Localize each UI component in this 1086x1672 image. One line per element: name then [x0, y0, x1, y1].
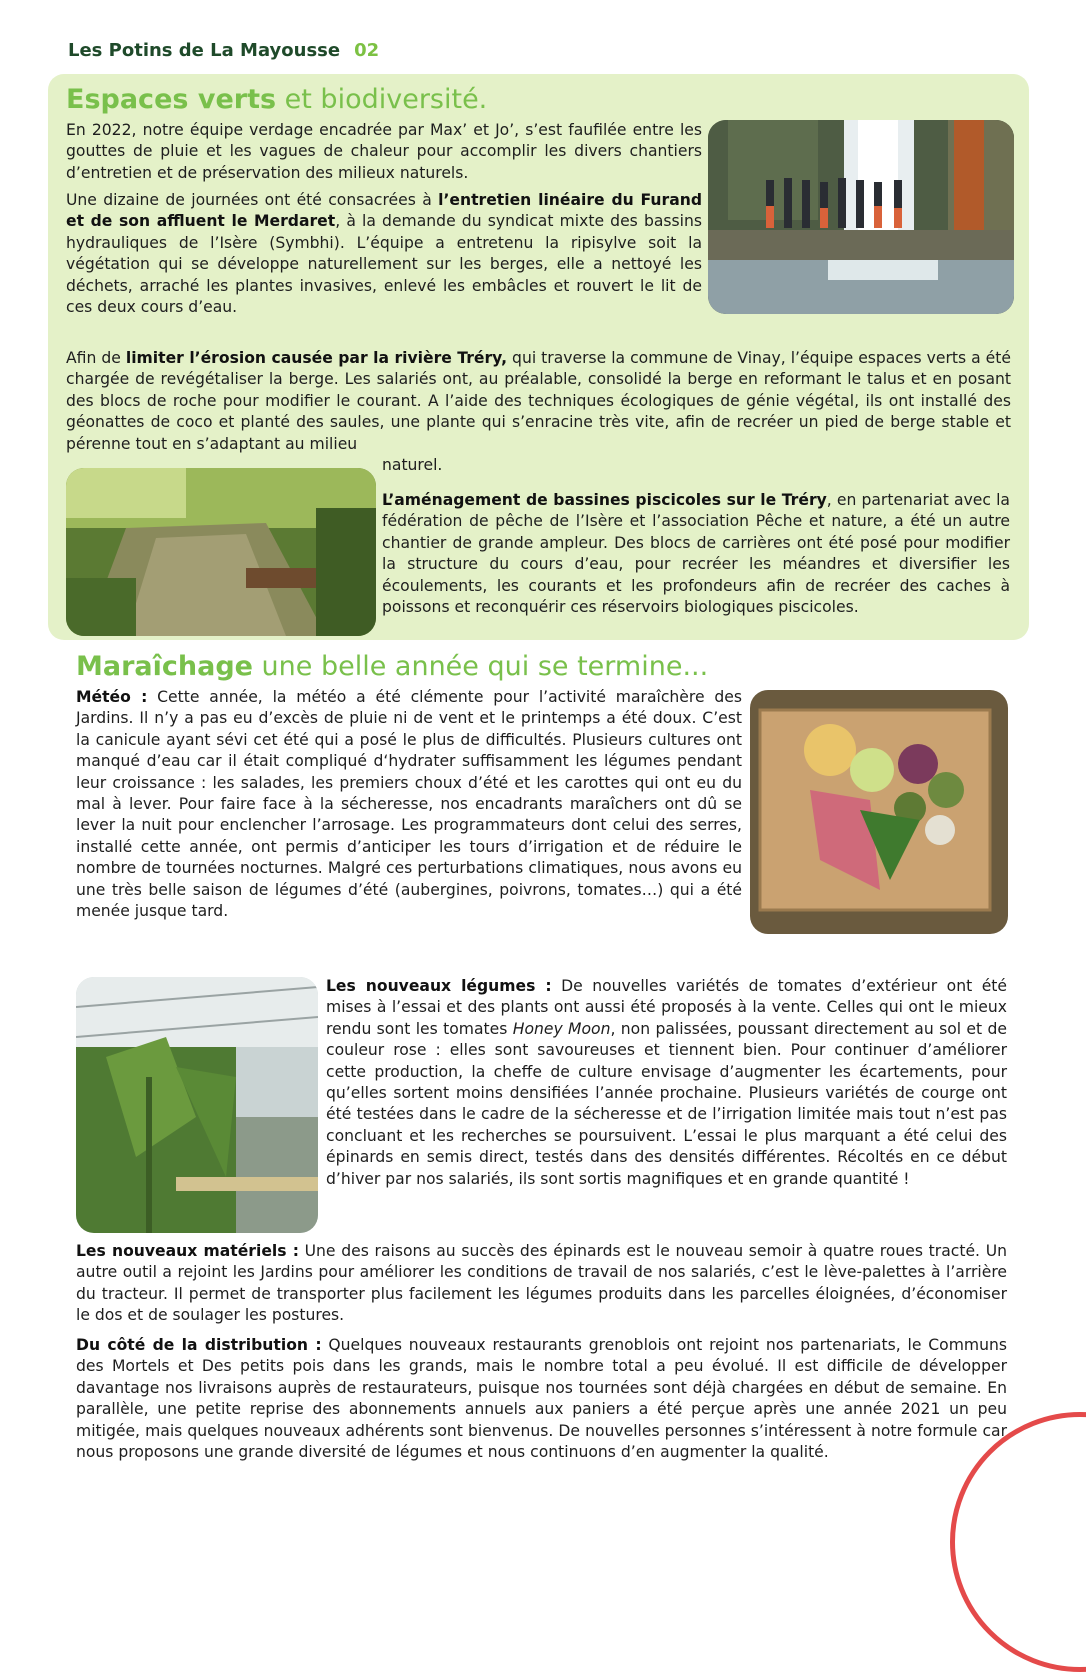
- nouveaux-materiels-paragraph: [76, 1241, 1007, 1327]
- text-run: Une des raisons au succès des épinards est le nouveau semoir à quatre roues tracté. Un autre outil a rejoint les Jardins pour améliorer les conditions de travail de nos salariés, c’est le lève-palettes à l’arrière du tracteur. Il permet de transporter plus facilement les légumes produits dans les parcelles éloignées, d’économiser le dos et de soulager les postures.: [76, 1242, 1007, 1325]
- page-header: [68, 40, 379, 61]
- text-run: , à la demande du syndicat mixte des bassins hydrauliques de l’Isère (Symbhi). L’équipe a entretenu la ripisylve soit la végétation qui se développe naturellement sur les berges, elle a nettoyé les déchets, arraché les plantes invasives, enlevé les embâcles et rouvert le lit de ces deux cours d’eau.: [66, 212, 702, 317]
- text-bold: limiter l’érosion causée par la rivière Tréry,: [125, 349, 508, 367]
- espaces-paragraph-3-end: naturel.: [382, 456, 443, 474]
- meteo-label: Météo :: [76, 688, 148, 706]
- text-bold: L’aménagement de bassines piscicoles sur le Tréry: [382, 491, 827, 509]
- text-bold: l’entretien linéaire du Furand et de son affluent le Merdaret: [66, 191, 702, 231]
- distribution-paragraph: [76, 1335, 1007, 1463]
- tomato-plants-photo: [76, 977, 318, 1233]
- text-run: Afin de: [66, 349, 126, 367]
- meteo-paragraph: [76, 687, 742, 922]
- title-rest: et biodiversité.: [276, 84, 488, 115]
- materiels-label: Les nouveaux matériels :: [76, 1242, 299, 1260]
- page-number: 02: [354, 40, 380, 61]
- title-rest: une belle année qui se termine...: [252, 651, 709, 682]
- espaces-verts-title: [66, 84, 487, 115]
- distribution-label: Du côté de la distribution :: [76, 1336, 322, 1354]
- vegetables-heart-photo: [750, 690, 1008, 934]
- river-photo: [66, 468, 376, 636]
- waterfall-team-photo: [708, 120, 1014, 314]
- text-run: Cette année, la météo a été clémente pour l’activité maraîchère des Jardins. Il n’y a pas eu d’excès de pluie ni de vent et le printemps a été doux. C’est la canicule ayant sévi cet été qui a posé le plus de difficultés. Plusieurs cultures ont manqué d’eau car il était compliqué d‘hydrater suffisamment les légumes pendant leur croissance : les salades, les premiers choux d’été et les carottes qui ont eu du mal à lever. Pour faire face à la sécheresse, nos encadrants maraîchers ont dû se lever la nuit pour enclencher l’arrosage. Les programmateurs dont celui des serres, installé cette année, ont permis d’anticiper les tours d’irrigation et de réduire le nombre de tournées nocturnes. Malgré ces perturbations climatiques, nous avons eu une très belle saison de légumes d’été (aubergines, poivrons, tomates…) qui a été menée jusque tard.: [76, 688, 742, 921]
- espaces-paragraph-3: [66, 348, 1011, 455]
- title-bold: Espaces verts: [66, 84, 277, 115]
- nouveaux-legumes-paragraph: [326, 976, 1007, 1190]
- espaces-paragraph-2: [66, 190, 702, 318]
- text-run: , en partenariat avec la fédération de pêche de l’Isère et l’association Pêche et nature, a été un autre chantier de grande ampleur. Des blocs de carrières ont été posé pour modifier la structure du cours d’eau, pour recréer les méandres et diversifier les écoulements, les courants et les profondeurs afin de recréer des caches à poissons et reconquérir ces réservoirs biologiques piscicoles.: [382, 491, 1010, 617]
- maraichage-title: [76, 651, 708, 682]
- text-italic: Honey Moon: [512, 1019, 611, 1038]
- text-run: De nouvelles variétés de tomates d’extérieur ont été mises à l’essai et des plants ont aussi été proposés à la vente. Celles qui ont le mieux rendu sont les tomates: [326, 977, 1007, 1038]
- text-run: Une dizaine de journées ont été consacrées à: [66, 191, 439, 209]
- legumes-label: Les nouveaux légumes :: [326, 977, 552, 995]
- newsletter-title: Les Potins de La Mayousse: [68, 40, 341, 61]
- espaces-paragraph-1: En 2022, notre équipe verdage encadrée par Max’ et Jo’, s’est faufilée entre les gouttes de pluie et les vagues de chaleur pour accomplir les divers chantiers d’entretien et de préservation des milieux naturels.: [66, 121, 702, 182]
- title-bold: Maraîchage: [76, 651, 253, 682]
- text-run: Quelques nouveaux restaurants grenoblois ont rejoint nos partenariats, le Communs des Mortels et Des petits pois dans les grands, mais le nombre total a peu évolué. Il est difficile de développer davantage nos livraisons auprès de restaurateurs, puisque nos tournées sont déjà chargées en début de semaine. En parallèle, une petite reprise des abonnements annuels aux paniers a été perçue après une année 2021 un peu mitigée, mais quelques nouveaux adhérents sont bienvenus. De nouvelles personnes s’intéressent à notre formule car nous proposons une grande diversité de légumes et nous continuons d’en augmenter la qualité.: [76, 1336, 1007, 1462]
- text-run: , non palissées, poussant directement au sol et de couleur rose : elles sont savoureuses et tiennent bien. Pour continuer d’améliorer cette production, la cheffe de culture envisage d’augmenter les écartements, pour qu’elles sortent moins densifiées l’année prochaine. Plusieurs variétés de courge ont été testées dans le cadre de la sécheresse et de l’irrigation limitée mais tout n’est pas concluant et les recherches se poursuivent. L’essai le plus marquant a été celui des épinards en semis direct, testés dans des densités différentes. Récoltés en ce début d’hiver par nos salariés, ils sont sortis magnifiques et en grande quantité !: [326, 1019, 1007, 1188]
- text-run: qui traverse la commune de Vinay, l’équipe espaces verts a été chargée de revégétaliser la berge. Les salariés ont, au préalable, consolidé la berge en reformant le talus et en posant des blocs de roche pour modifier le courant. A l’aide des techniques écologiques de génie végétal, ils ont installé des géonattes de coco et planté des saules, une plante qui s’enracine très vite, afin de recréer un pied de berge stable et pérenne tout en s’adaptant au milieu: [66, 349, 1011, 453]
- espaces-paragraph-4: [382, 490, 1010, 618]
